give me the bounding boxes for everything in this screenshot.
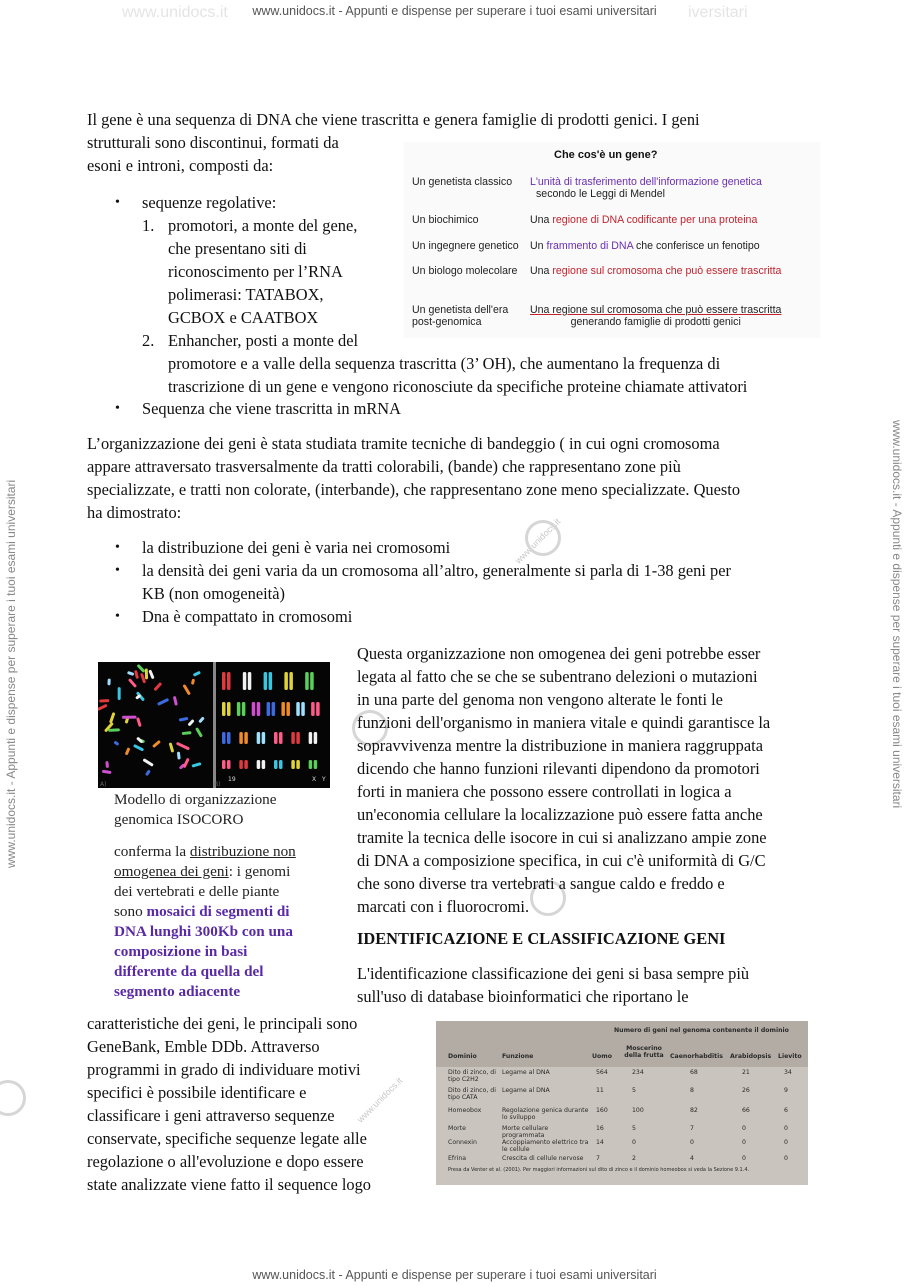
chromosome xyxy=(102,770,112,774)
chromosome xyxy=(145,769,151,776)
paragraph-line: legata al fatto che se che se subentrano delezioni o mutazioni xyxy=(357,667,758,686)
chromosome xyxy=(289,672,293,690)
paragraph-line: classificare i geni attraverso sequenze xyxy=(87,1106,335,1125)
paragraph-line: di DNA a composizione specifica, in cui c'è uniformità di G/C xyxy=(357,851,766,870)
chromosome xyxy=(227,672,231,690)
definition-highlight: frammento di DNA xyxy=(546,240,634,252)
chromosome xyxy=(105,761,109,768)
definition-who: Un genetista dell'era post-genomica xyxy=(412,304,509,328)
chromosome xyxy=(301,702,305,716)
chromosome xyxy=(148,669,154,679)
chromosome xyxy=(309,760,313,769)
domain-table-image xyxy=(436,1021,808,1185)
chromosome xyxy=(169,742,175,752)
karyotype-number: 19 xyxy=(228,776,236,783)
paragraph-line: GeneBank, Emble DDb. Attraverso xyxy=(87,1037,320,1056)
chromosome xyxy=(182,684,191,695)
identification-line: sull'uso di database bioinformatici che riportano le xyxy=(357,987,689,1006)
caption-text: conferma la xyxy=(114,843,190,860)
chromosome xyxy=(113,741,119,746)
chromosome xyxy=(305,672,309,690)
figure-label-a: A) xyxy=(100,781,107,788)
figure-title: Che cos'è un gene? xyxy=(554,149,658,161)
unidocs-logo-watermark xyxy=(0,1080,26,1116)
chromosome xyxy=(193,671,201,677)
chromosome xyxy=(127,671,134,676)
intro-line: esoni e introni, composti da: xyxy=(87,156,274,175)
chromosome xyxy=(252,702,256,716)
chromosome xyxy=(262,732,266,744)
chromosome xyxy=(267,702,271,716)
table-cell-domain: Homeobox xyxy=(448,1107,482,1114)
transcribed-list xyxy=(142,397,802,420)
side-watermark-left: www.unidocs.it - Appunti e dispense per superare i tuoi esami universitari xyxy=(4,479,18,868)
definition-what xyxy=(530,176,762,200)
caption-underlined: distribuzione non xyxy=(189,843,296,860)
table-column-header: Dominio xyxy=(448,1053,477,1060)
chromosome xyxy=(118,687,121,700)
table-cell-value: 66 xyxy=(742,1107,750,1114)
chromosome xyxy=(314,732,318,744)
paragraph-line: marcati con i fluorocromi. xyxy=(357,897,530,916)
chromosome xyxy=(264,672,268,690)
list-item: • Sequenza che viene trascritta in mRNA xyxy=(142,397,802,420)
table-cell-value: 9 xyxy=(784,1087,788,1094)
karyotype-number: Y xyxy=(322,776,326,783)
item-number: 1. xyxy=(142,216,155,235)
paragraph-line: L’organizzazione dei geni è stata studiata tramite tecniche di bandeggio ( in cui ogni cromosoma xyxy=(87,434,720,453)
numbered-item-1 xyxy=(142,214,382,327)
chromosome xyxy=(187,719,194,726)
table-cell-value: 11 xyxy=(596,1087,604,1094)
table-cell-function: Accoppiamento elettrico tra le cellule xyxy=(502,1139,589,1153)
list-item: • la distribuzione dei geni è varia nei cromosomi xyxy=(142,536,822,559)
table-super-header: Numero di geni nel genoma contenente il dominio xyxy=(614,1027,789,1034)
table-cell-domain: Dito di zinco, di tipo C2H2 xyxy=(448,1069,496,1083)
chromosome xyxy=(257,702,261,716)
chromosome xyxy=(176,742,190,751)
isocore-paragraph xyxy=(357,642,827,918)
paragraph-line: appare attraversato trasversalmente da tratti colorabili, (bande) che rappresentano zone più xyxy=(87,457,681,476)
chromosome xyxy=(274,760,278,769)
chromosome xyxy=(136,717,142,727)
table-cell-value: 21 xyxy=(742,1069,750,1076)
enhancer-line: trascrizione di un gene e vengono riconosciute da specifiche proteine chiamate attivatori xyxy=(168,377,748,396)
karyotype-number: X xyxy=(312,776,317,783)
caption-line: DNA lunghi 300Kb con una xyxy=(114,923,293,940)
chromosome xyxy=(157,698,169,706)
paragraph-line: specifici è possibile identificare e xyxy=(87,1083,307,1102)
chromosome xyxy=(191,679,195,685)
table-cell-value: 100 xyxy=(632,1107,644,1114)
chromosome xyxy=(134,670,139,679)
chromosome xyxy=(137,664,146,673)
table-cell-function: Regolazione genica durante lo sviluppo xyxy=(502,1107,589,1121)
side-watermark-right: www.unidocs.it - Appunti e dispense per superare i tuoi esami universitari xyxy=(890,420,904,809)
definition-who: Un genetista classico xyxy=(412,176,513,188)
chromosome xyxy=(122,716,137,719)
caption-text: sono xyxy=(114,903,147,920)
chromosome xyxy=(133,744,144,752)
chromosome xyxy=(177,752,181,760)
promoter-line: riconoscimento per l’RNA xyxy=(168,262,343,281)
chromosome xyxy=(284,672,288,690)
definition-post: che conferisce un fenotipo xyxy=(633,240,760,252)
isocore-caption xyxy=(114,790,296,1002)
caption-line xyxy=(114,842,296,862)
chromosome xyxy=(99,699,109,703)
table-column-header: Lievito xyxy=(778,1053,802,1060)
table-column-header: Arabidopsis xyxy=(730,1053,772,1060)
chromosome xyxy=(222,760,226,769)
chromosome xyxy=(191,762,201,768)
definition-who: Un biologo molecolare xyxy=(412,265,518,277)
table-cell-domain: Dito di zinco, di tipo CATA xyxy=(448,1087,496,1101)
definition-what xyxy=(530,240,760,252)
caption-line: composizione in basi xyxy=(114,943,248,960)
table-column-header: Moscerino della frutta xyxy=(624,1045,664,1059)
paragraph-line: funzioni dell'organismo in maniera vitale e quindi garantisce la xyxy=(357,713,771,732)
chromosome xyxy=(286,702,290,716)
watermark-ghost-left: www.unidocs.it xyxy=(122,4,228,21)
definition-who: Un biochimico xyxy=(412,214,479,226)
item-number: 2. xyxy=(142,331,155,350)
table-cell-value: 34 xyxy=(784,1069,792,1076)
gene-definition-figure xyxy=(404,142,820,338)
chromosome xyxy=(257,732,261,744)
chromosome xyxy=(243,672,247,690)
karyotype-image xyxy=(98,662,330,788)
table-cell-function: Legame al DNA xyxy=(502,1087,550,1094)
caption-line: segmento adiacente xyxy=(114,983,241,1000)
caption-line xyxy=(114,862,296,882)
table-cell-value: 160 xyxy=(596,1107,608,1114)
chromosome xyxy=(257,760,261,769)
table-cell-value: 82 xyxy=(690,1107,698,1114)
list-item-continuation: KB (non omogeneità) xyxy=(142,584,285,603)
chromosome xyxy=(128,678,137,688)
chromosome xyxy=(269,672,273,690)
karyotype-chromosomes xyxy=(98,662,330,788)
chromosome xyxy=(152,740,161,748)
chromosome xyxy=(227,702,231,716)
definition-rest: secondo le Leggi di Mendel xyxy=(536,188,665,200)
table-cell-value: 0 xyxy=(632,1139,636,1146)
table-footnote: Presa da Venter et al. (2001). Per maggiori informazioni sul dito di zinco e il dominio homeobox si veda la Sezione 9.1.4. xyxy=(448,1167,750,1173)
paragraph-line: conservate, specifiche sequenze legate alle xyxy=(87,1129,367,1148)
intro-line: Il gene è una sequenza di DNA che viene trascritta e genera famiglie di prodotti genici. I geni xyxy=(87,110,700,129)
table-cell-function: Legame al DNA xyxy=(502,1069,550,1076)
table-cell-value: 4 xyxy=(690,1155,694,1162)
table-cell-value: 26 xyxy=(742,1087,750,1094)
paragraph-line: che sono diverse tra vertebrati a sangue caldo e freddo e xyxy=(357,874,725,893)
chromosome xyxy=(262,760,266,769)
paragraph-line: ha dimostrato: xyxy=(87,503,182,522)
table-cell-value: 0 xyxy=(784,1125,788,1132)
chromosome xyxy=(309,732,313,744)
paragraph-line: programmi in grado di individuare motivi xyxy=(87,1060,361,1079)
table-cell-value: 0 xyxy=(784,1139,788,1146)
definition-pre: Una xyxy=(530,265,553,277)
promoter-line: GCBOX e CAATBOX xyxy=(168,308,319,327)
caption-line: dei vertebrati e delle piante xyxy=(114,883,280,900)
definition-line: Una regione sul cromosoma che può essere trascritta xyxy=(530,304,782,316)
organization-list xyxy=(142,536,822,628)
watermark-ghost-right: iversitari xyxy=(688,4,748,21)
paragraph-line: specializzate, e tratti non colorate, (interbande), che rappresentano zone meno specializzate. Questo xyxy=(87,480,741,499)
chromosome xyxy=(244,760,248,769)
table-cell-value: 2 xyxy=(632,1155,636,1162)
definition-what xyxy=(530,265,781,277)
promoter-line: polimerasi: TATABOX, xyxy=(168,285,324,304)
chromosome xyxy=(316,702,320,716)
table-column-header: Uomo xyxy=(592,1053,612,1060)
definition-line: generando famiglie di prodotti genici xyxy=(570,316,741,328)
chromosome xyxy=(279,732,283,744)
table-cell-value: 564 xyxy=(596,1069,608,1076)
definition-who: Un ingegnere genetico xyxy=(412,240,519,252)
chromosome xyxy=(183,758,190,769)
diagonal-watermark: www.unidocs.it xyxy=(355,1075,405,1125)
caption-line: Modello di organizzazione xyxy=(114,791,277,808)
chromosome xyxy=(145,668,148,679)
definition-pre: Una xyxy=(530,214,553,226)
chromosome xyxy=(195,727,203,738)
list-item: • Dna è compattato in cromosomi xyxy=(142,605,822,628)
chromosome xyxy=(296,760,300,769)
chromosome xyxy=(173,696,178,706)
chromosome xyxy=(239,732,243,744)
chromosome xyxy=(222,732,226,744)
caption-line: genomica ISOCORO xyxy=(114,811,244,828)
table-cell-domain: Connexin xyxy=(448,1139,477,1146)
caption-underlined: omogenea dei geni xyxy=(114,863,229,880)
table-cell-value: 68 xyxy=(690,1069,698,1076)
definition-highlight: regione sul cromosoma che può essere trascritta xyxy=(552,265,782,277)
definition-what xyxy=(530,214,757,226)
identification-paragraph xyxy=(87,1012,427,1196)
chromosome xyxy=(311,702,315,716)
header-watermark[interactable]: www.unidocs.it - Appunti e dispense per superare i tuoi esami universitari xyxy=(252,4,657,18)
table-cell-domain: Efrina xyxy=(448,1155,467,1162)
table-cell-value: 7 xyxy=(690,1125,694,1132)
chromosome xyxy=(242,702,246,716)
table-cell-value: 0 xyxy=(742,1155,746,1162)
paragraph-line: forti in maniera che possono essere controllati in logica a xyxy=(357,782,732,801)
table-cell-value: 16 xyxy=(596,1125,604,1132)
table-cell-value: 234 xyxy=(632,1069,644,1076)
chromosome xyxy=(296,732,300,744)
definition-pre: Un xyxy=(530,240,547,252)
table-column-header: Funzione xyxy=(502,1053,534,1060)
chromosome xyxy=(291,732,295,744)
table-cell-function: Crescita di cellule nervose xyxy=(502,1155,584,1162)
chromosome xyxy=(182,731,192,735)
chromosome xyxy=(222,672,226,690)
chromosome xyxy=(142,758,153,767)
footer-watermark[interactable]: www.unidocs.it - Appunti e dispense per superare i tuoi esami universitari xyxy=(252,1268,657,1282)
chromosome xyxy=(227,760,231,769)
table-cell-value: 7 xyxy=(596,1155,600,1162)
chromosome xyxy=(281,702,285,716)
paragraph-line: Questa organizzazione non omogenea dei geni potrebbe esser xyxy=(357,644,761,663)
paragraph-line: in una parte del genoma non vengono alterate le fonti le xyxy=(357,690,723,709)
table-cell-value: 5 xyxy=(632,1087,636,1094)
chromosome xyxy=(98,704,108,711)
table-column-header: Caenorhabditis xyxy=(670,1053,723,1060)
chromosome xyxy=(314,760,318,769)
paragraph-line: tramite la tecnica delle isocore in cui si analizzano ampie zone xyxy=(357,828,767,847)
table-cell-domain: Morte xyxy=(448,1125,466,1132)
list-item: • sequenze regolative: xyxy=(142,191,802,214)
enhancer-line: promotore e a valle della sequenza trascritta (3’ OH), che aumentano la frequenza di xyxy=(168,354,721,373)
section-heading: IDENTIFICAZIONE E CLASSIFICAZIONE GENI xyxy=(357,929,726,948)
table-cell-function: Morte cellulare programmata xyxy=(502,1125,549,1139)
definition-highlight: regione di DNA codificante per una proteina xyxy=(552,214,758,226)
promoter-line: promotori, a monte del gene, xyxy=(168,216,358,235)
definition-what xyxy=(530,304,781,328)
table-cell-value: 14 xyxy=(596,1139,604,1146)
chromosome xyxy=(244,732,248,744)
chromosome xyxy=(179,717,189,722)
chromosome xyxy=(310,672,314,690)
definition-highlight: L'unità di trasferimento dell'informazione genetica xyxy=(530,176,762,188)
caption-text: : i genomi xyxy=(228,863,291,880)
intro-line: strutturali sono discontinui, formati da xyxy=(87,133,339,152)
table-cell-value: 0 xyxy=(742,1125,746,1132)
table-cell-value: 0 xyxy=(690,1139,694,1146)
table-cell-value: 8 xyxy=(690,1087,694,1094)
caption-highlight: mosaici di segmenti di xyxy=(146,903,290,920)
chromosome xyxy=(125,747,131,755)
diagonal-watermark: www.unidocs.it xyxy=(513,516,563,566)
chromosome xyxy=(222,702,226,716)
chromosome xyxy=(239,760,243,769)
chromosome xyxy=(153,682,162,691)
chromosome xyxy=(198,716,205,723)
identification-line: L'identificazione classificazione dei geni si basa sempre più xyxy=(357,964,750,983)
table-cell-value: 6 xyxy=(784,1107,788,1114)
chromosome xyxy=(109,712,115,724)
paragraph-line: regolazione o all'evoluzione e dopo essere xyxy=(87,1152,364,1171)
chromosome xyxy=(296,702,300,716)
paragraph-line: un'economia cellulare la localizzazione può essere fatta anche xyxy=(357,805,763,824)
paragraph-line: sopravvivenza mentre la distribuzione in maniera raggruppata xyxy=(357,736,763,755)
chromosome xyxy=(279,760,283,769)
organization-paragraph xyxy=(87,432,827,524)
chromosome xyxy=(274,732,278,744)
chromosome xyxy=(227,732,231,744)
chromosome xyxy=(291,760,295,769)
figure-label-b: B) xyxy=(214,781,221,788)
chromosome xyxy=(248,672,252,690)
table-cell-value: 0 xyxy=(742,1139,746,1146)
enhancer-line: Enhancher, posti a monte del xyxy=(168,331,359,350)
paragraph-line: dicendo che hanno funzioni rilevanti dipendono da promotori xyxy=(357,759,760,778)
table-cell-value: 5 xyxy=(632,1125,636,1132)
chromosome xyxy=(107,679,110,686)
list-item: • la densità dei geni varia da un cromosoma all’altro, generalmente si parla di 1-38 geni per xyxy=(142,559,822,582)
table-cell-value: 0 xyxy=(784,1155,788,1162)
chromosome xyxy=(108,728,120,732)
caption-line: differente da quella del xyxy=(114,963,264,980)
chromosome xyxy=(272,702,276,716)
caption-line xyxy=(114,902,296,922)
promoter-line: che presentano siti di xyxy=(168,239,307,258)
paragraph-line: state analizzate viene fatto il sequence logo xyxy=(87,1175,371,1194)
chromosome xyxy=(237,702,241,716)
paragraph-line: caratteristiche dei geni, le principali sono xyxy=(87,1014,358,1033)
